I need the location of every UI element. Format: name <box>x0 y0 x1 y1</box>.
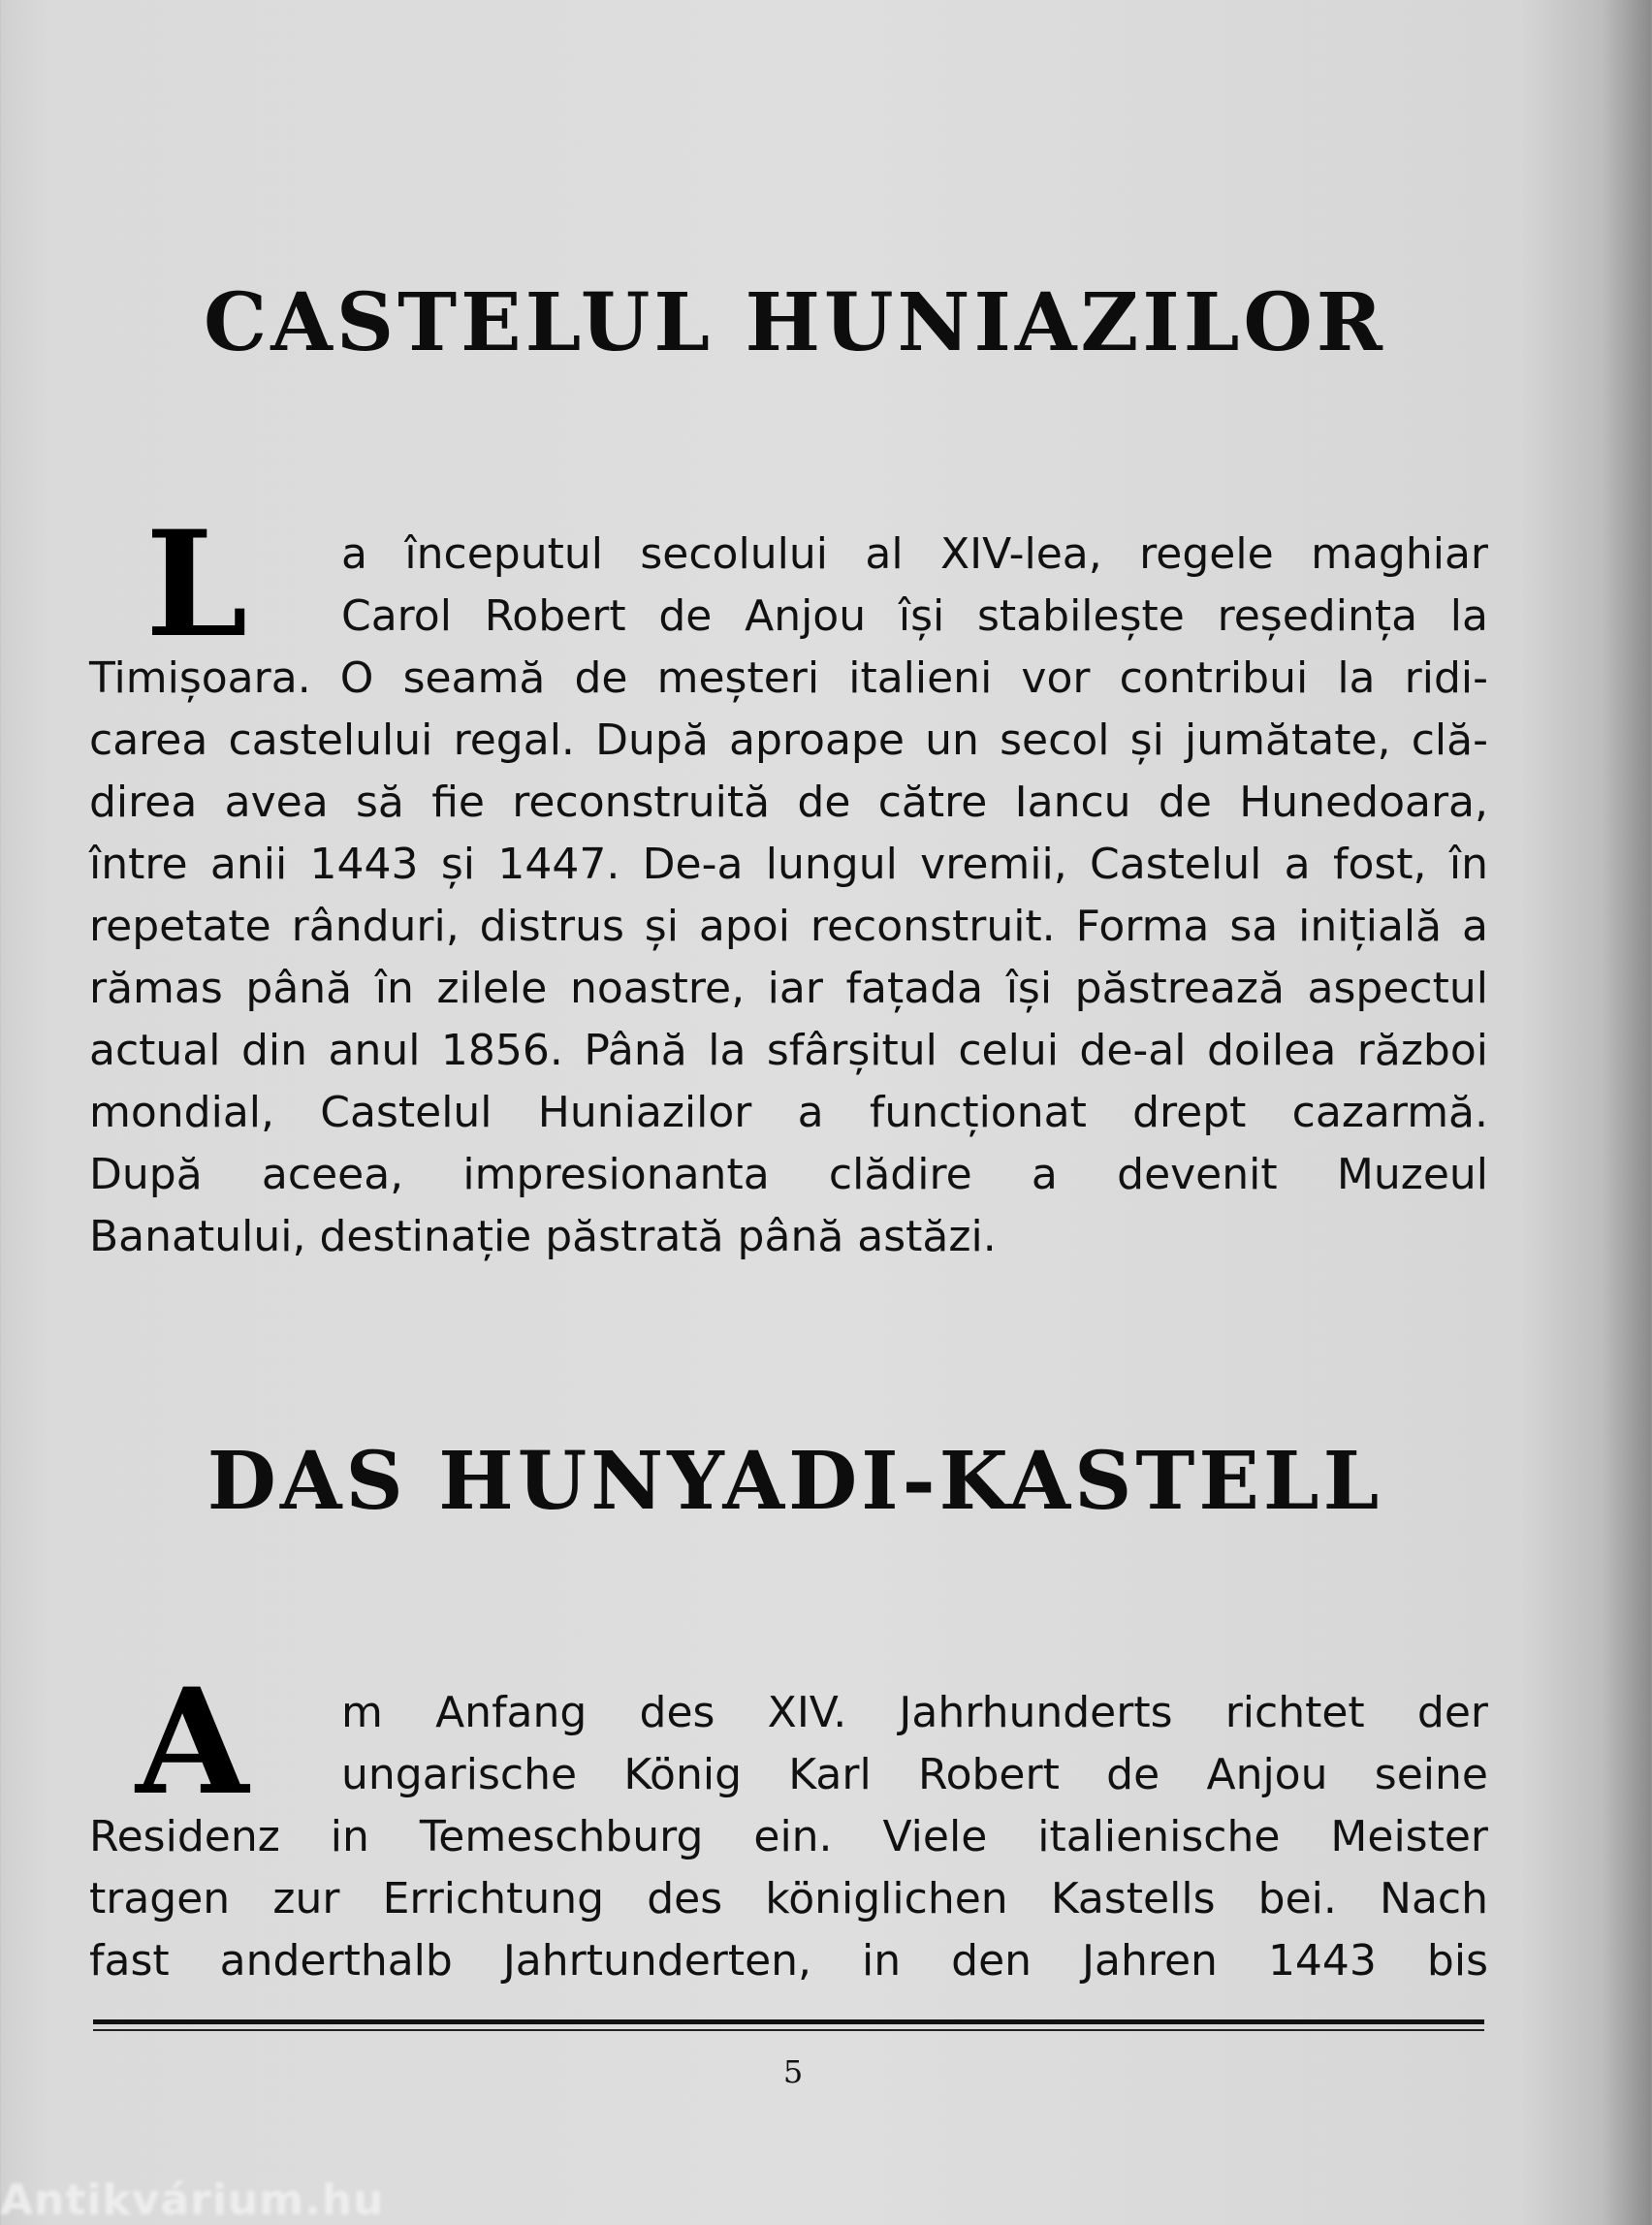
text-line: Carol Robert de Anjou își stabilește reședința la <box>341 591 1488 641</box>
text-line: fast anderthalb Jahrtunderten, in den Jahren 1443 bis <box>89 1936 1488 1986</box>
text-line: repetate rânduri, distrus și apoi reconstruit. Forma sa inițială a <box>89 902 1488 951</box>
watermark: Antikvárium.hu <box>0 2176 385 2225</box>
paragraph-romanian <box>89 524 1488 1268</box>
text-line: rămas până în zilele noastre, iar fațada își păstrează aspectul <box>89 964 1488 1013</box>
drop-cap-german: A <box>136 1657 249 1828</box>
text-line: ungarische König Karl Robert de Anjou seine <box>341 1750 1488 1799</box>
page-number: 5 <box>782 2053 804 2090</box>
section-title-romanian: CASTELUL HUNIAZILOR <box>204 276 1386 369</box>
text-line: Timișoara. O seamă de meșteri italieni vor contribui la ridi- <box>89 653 1488 703</box>
footer-rule-thin <box>93 2029 1484 2031</box>
text-line: direa avea să fie reconstruită de către Iancu de Hunedoara, <box>89 778 1488 827</box>
text-line: Banatului, destinație păstrată până astăzi. <box>89 1212 997 1261</box>
text-line: carea castelului regal. După aproape un secol și jumătate, clă- <box>89 715 1488 765</box>
section-title-german: DAS HUNYADI-KASTELL <box>206 1435 1383 1528</box>
text-line: După aceea, impresionanta clădire a devenit Muzeul <box>89 1150 1488 1199</box>
text-line: Residenz in Temeschburg ein. Viele italienische Meister <box>89 1812 1488 1861</box>
paragraph-german <box>89 1682 1488 1992</box>
text-line: actual din anul 1856. Până la sfârșitul celui de-al doilea război <box>89 1026 1488 1075</box>
text-line: mondial, Castelul Huniazilor a funcționat drept cazarmă. <box>89 1088 1488 1137</box>
drop-cap-romanian: L <box>145 499 248 670</box>
text-line: m Anfang des XIV. Jahrhunderts richtet der <box>341 1688 1488 1737</box>
text-line: a începutul secolului al XIV-lea, regele maghiar <box>341 529 1488 579</box>
text-line: tragen zur Errichtung des königlichen Kastells bei. Nach <box>89 1874 1488 1923</box>
footer-rule-thick <box>93 2019 1484 2024</box>
text-line: între anii 1443 și 1447. De-a lungul vremii, Castelul a fost, în <box>89 840 1488 889</box>
